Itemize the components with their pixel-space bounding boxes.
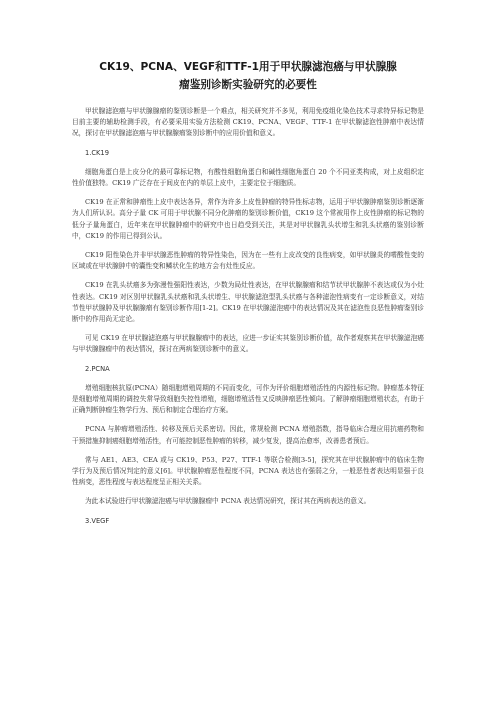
title-line-1: CK19、PCNA、VEGF和TTF-1用于甲状腺滤泡癌与甲状腺腺 <box>99 61 397 73</box>
paragraph: 细胞角蛋白是上皮分化的最可靠标记物，有酸性细胞角蛋白和碱性细胞角蛋白 20 个不同亚类构成，对上皮组织定性价值独特。CK19 广泛存在于间皮在内的单层上皮中，主要定位于细胞质。 <box>72 167 424 188</box>
paragraph: 可见 CK19 在甲状腺滤泡癌与甲状腺腺瘤中的表达，应进一步证实其鉴别诊断价值，故作者观察其在甲状腺滤泡癌与甲状腺腺瘤中的表达情况，探讨在两病鉴别诊断中的意义。 <box>72 334 424 354</box>
document-body <box>72 106 424 527</box>
paragraph: CK19 在正常和肿瘤性上皮中表达各异，常作为许多上皮性肿瘤的特异性标志物，运用于甲状腺肿瘤鉴别诊断逐渐为人们所认识。高分子量 CK 可用于甲状腺不同分化肿瘤的鉴别诊断价值，CK19 这个常被用作上皮性肿瘤的标记物的低分子量角蛋白，近年来在甲状腺肿瘤中的研究中也日趋受到关注，其是对甲状腺乳头状增生和乳头状癌的鉴别诊断中，CK19 的作用已得到公认。 <box>72 198 424 240</box>
paragraph: CK19 在乳头状癌多为弥漫性强阳性表达，少数为局灶性表达，在甲状腺腺瘤和结节状甲状腺肿不表达或仅为小灶性表达。CK19 对区别甲状腺乳头状癌和乳头状增生、甲状腺滤泡型乳头状癌与各种滤泡性病变有一定诊断意义，对结节性甲状腺肿及甲状腺腺瘤有鉴别诊断作用[1-2]。CK19 在甲状腺滤泡癌中的表达情况及其在滤泡性良恶性肿瘤鉴别诊断中的作用尚无定论。 <box>72 281 424 324</box>
section-heading-vegf: 3.VEGF <box>85 516 110 525</box>
section-heading-pcna: 2.PCNA <box>85 364 110 373</box>
paragraph: 常与 AE1、AE3、CEA 或与 CK19、P53、P27、TTF-1 等联合检测[3-5]，探究其在甲状腺肿瘤中的临床生物学行为及预后情况判定的意义[6]。甲状腺肿瘤恶性程度不同，PCNA 表达也有强弱之分，一般恶性者表达明显强于良性病变，恶性程度与表达程度呈正相关关系。 <box>72 455 424 487</box>
paragraph: 为此本试验进行甲状腺滤泡癌与甲状腺腺瘤中 PCNA 表达情况研究，探讨其在两病表达的意义。 <box>85 497 371 506</box>
paragraph: PCNA 与肿瘤增殖活性、转移及预后关系密切。因此，常规检测 PCNA 增殖指数，指导临床合理应用抗癌药物和干预措施抑制癌细胞增殖活性，有可能控制恶性肿瘤的转移，减少复发，提高治愈率，改善患者预后。 <box>72 425 424 445</box>
section-heading-ck19: 1.CK19 <box>85 148 109 157</box>
paragraph-intro: 甲状腺滤泡癌与甲状腺腺瘤的鉴别诊断是一个难点，相关研究并不多见，利用免疫组化染色技术寻求特异标记物是目前主要的辅助检测手段，有必要采用实验方法检测 CK19、PCNA、VEGF、TTF-1 在甲状腺滤泡性肿瘤中表达情况，探讨在甲状腺滤泡癌与甲状腺腺瘤鉴别诊断中的应用价值和意义。 <box>72 107 424 138</box>
document-title <box>72 58 424 94</box>
title-line-2: 瘤鉴别诊断实验研究的必要性 <box>179 79 317 91</box>
paragraph: CK19 阳性染色并非甲状腺恶性肿瘤的特异性染色，因为在一些有上皮改变的良性病变，如甲状腺炎的嗜酸性变的区域或在甲状腺肿中的囊性变和鳞状化生的地方会有灶性反应。 <box>72 251 424 271</box>
paragraph: 增殖细胞核抗原(PCNA）随细胞增殖周期的不同而变化，可作为评价细胞增殖活性的内源性标记物。肿瘤基本特征是细胞增殖周期的调控失常导致细胞失控性增殖，细胞增殖活性又反映肿瘤恶性倾向。了解肿瘤细胞增殖状态，有助于正确判断肿瘤生物学行为、预后和制定合理治疗方案。 <box>72 383 424 415</box>
